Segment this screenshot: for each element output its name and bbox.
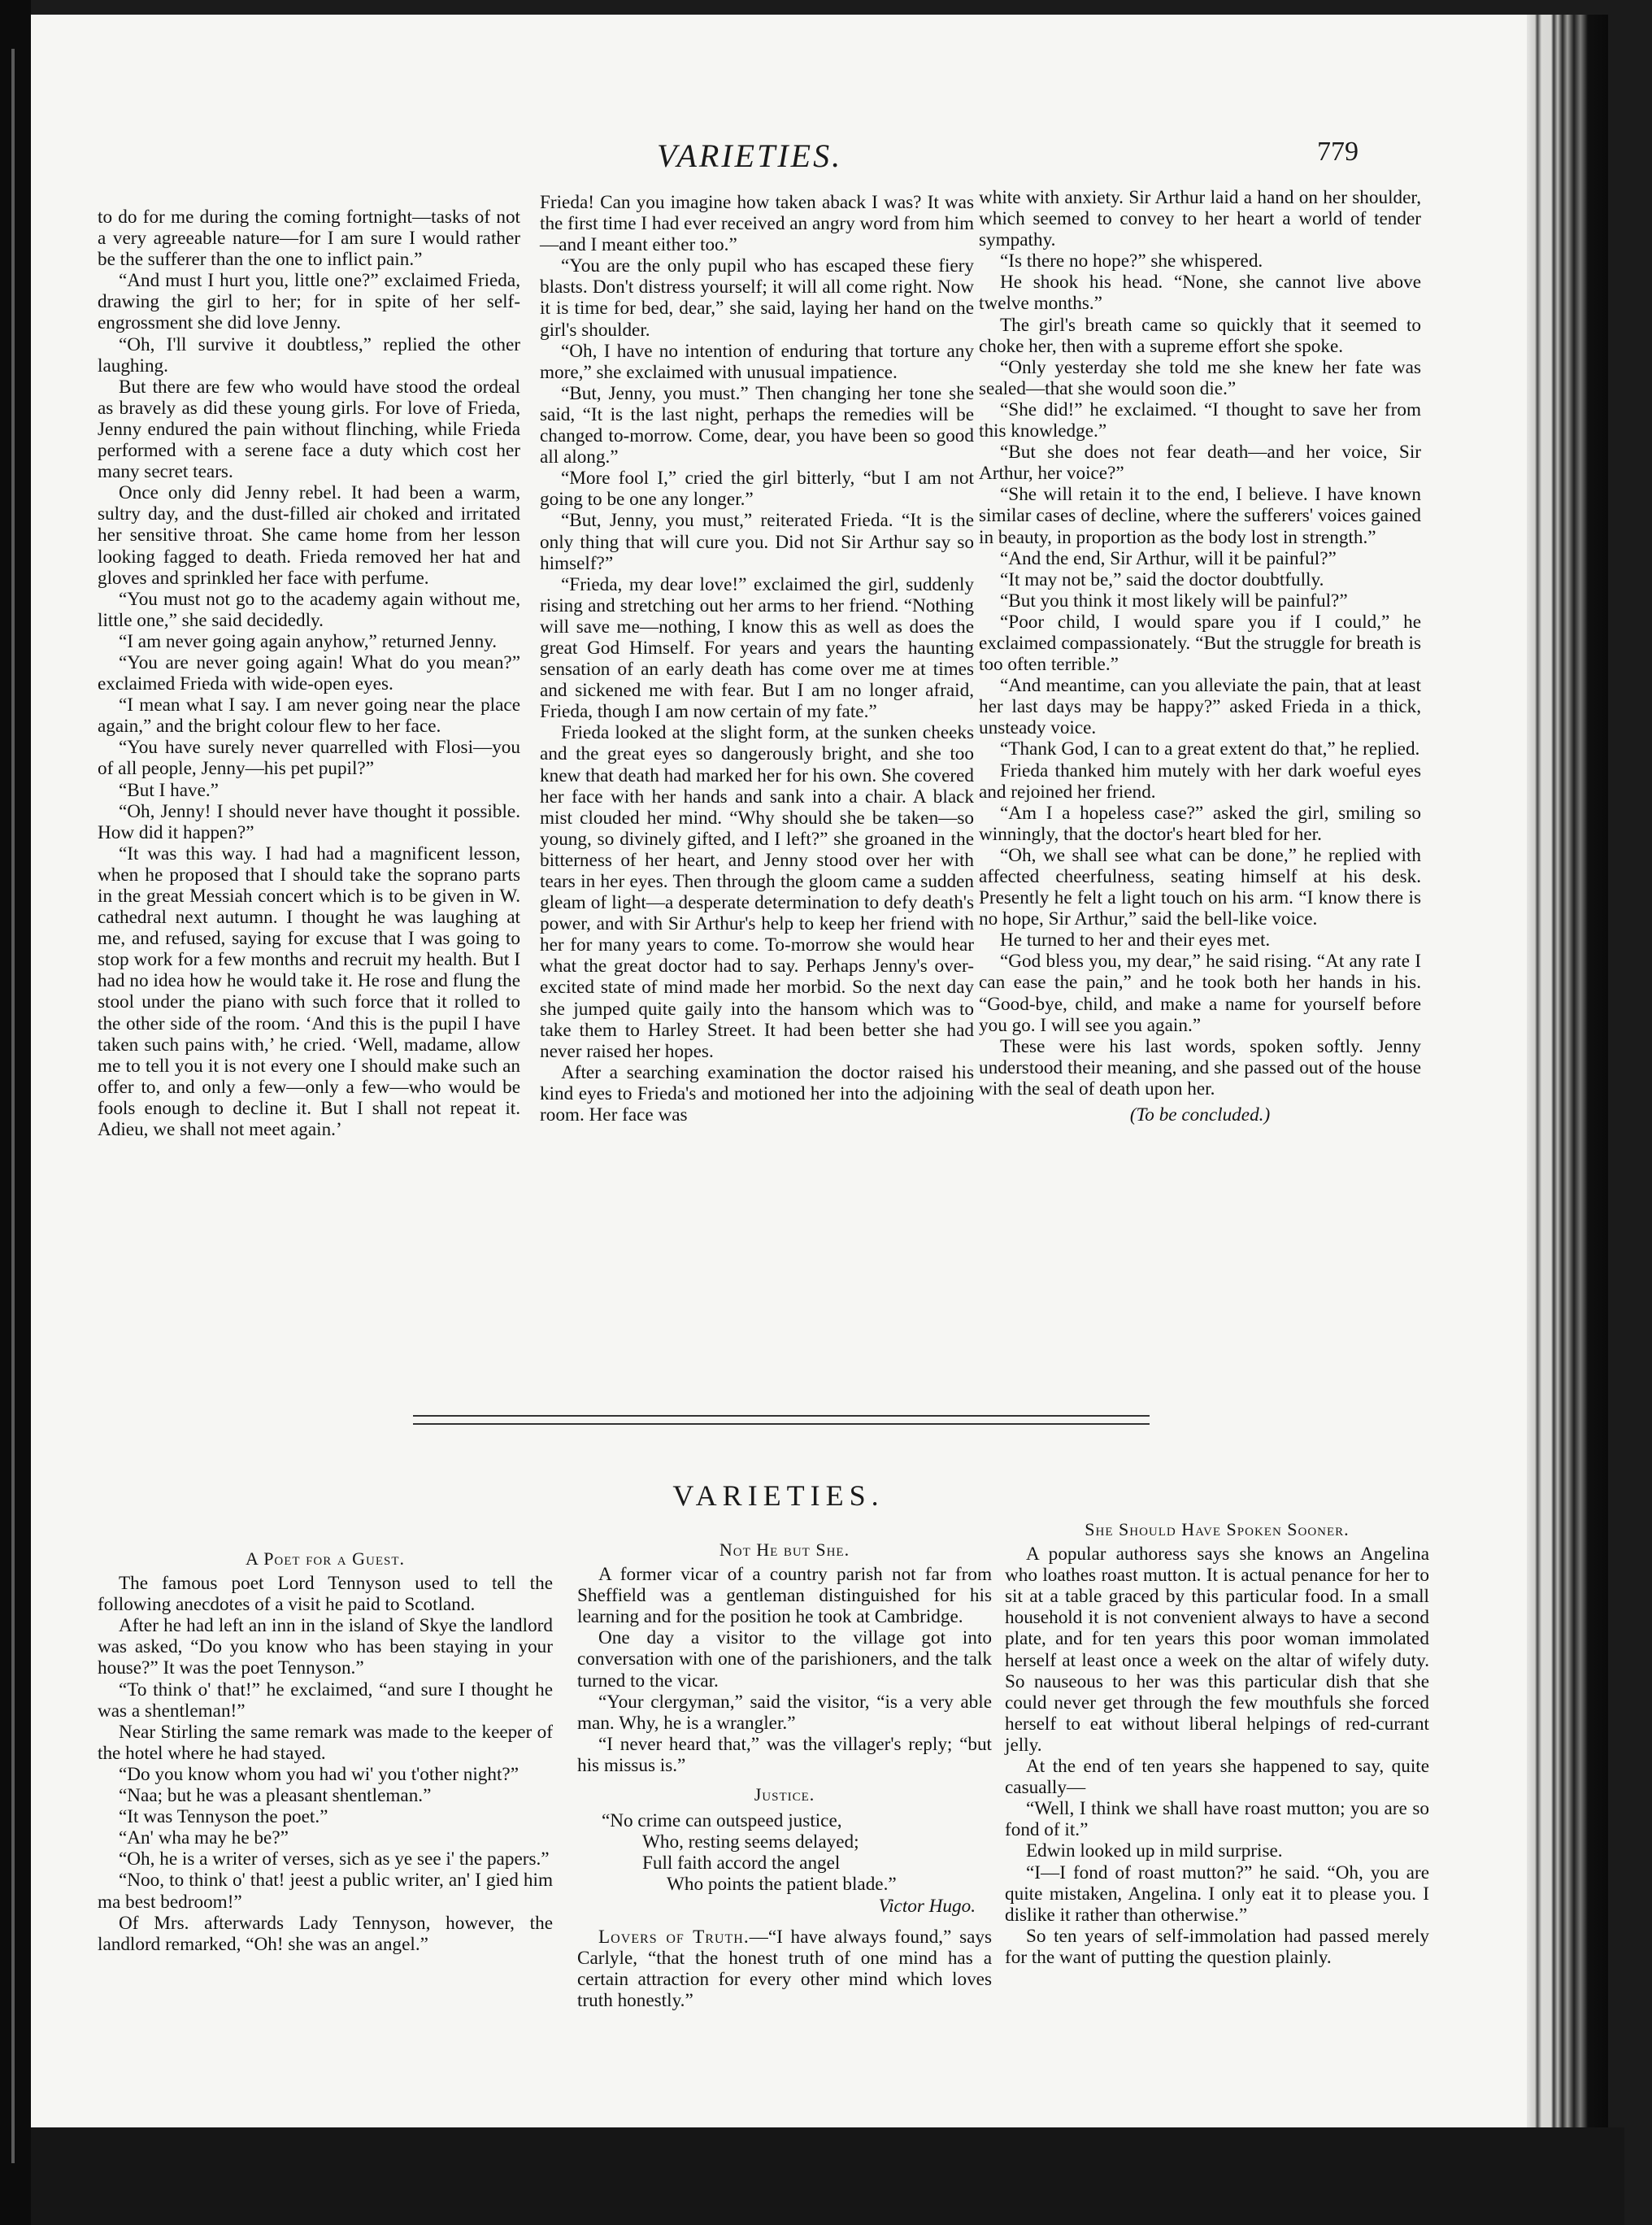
paragraph: “Naa; but he was a pleasant shentleman.” — [119, 1785, 432, 1807]
page-number: 779 — [1317, 137, 1359, 167]
paragraph: A popular authoress says she knows an Angelina who loathes roast mutton. It is actual penance for her to sit at a table graced by this particular food. In a small household it is not convenient always to have a second plate, and for ten years this poor woman immolated herself at least once a week on the altar of wifely duty. So nauseous to her was this particular dish that she could never get through the few mouthfuls she forced herself to eat without liberal helpings of red-currant jelly. — [1005, 1544, 1429, 1756]
paragraph: to do for me during the coming fortnight—tasks of not a very agreeable nature—for I am sure I would rather be the sufferer than the one to inflict pain.” — [98, 207, 520, 271]
paragraph: “But, Jenny, you must,” reiterated Frieda. “It is the only thing that will cure you. Did not Sir Arthur say so himself?” — [540, 510, 974, 574]
paragraph: At the end of ten years she happened to say, quite casually— — [1005, 1756, 1429, 1799]
paragraph: “Only yesterday she told me she knew her fate was sealed—that she would soon die.” — [979, 356, 1421, 399]
paragraph: “Thank God, I can to a great extent do that,” he replied. — [1000, 738, 1420, 760]
paragraph: “You are the only pupil who has escaped these fiery blasts. Don't distress yourself; it will all come right. Now it is time for bed, dear,” she said, laying her hand on the girl's shoulder. — [540, 255, 974, 341]
paragraph: Frieda! Can you imagine how taken aback I was? It was the first time I had ever received an angry word from him—and I meant either too.” — [540, 192, 974, 256]
paragraph: Once only did Jenny rebel. It had been a warm, sultry day, and the dust-filled air choked and irritated her sensitive throat. She came home from her lesson looking fagged to death. Frieda removed her hat and gloves and sprinkled her face with perfume. — [98, 482, 520, 589]
justice-poem — [577, 1810, 992, 1916]
paragraph: These were his last words, spoken softly. Jenny understood their meaning, and she passed out of the house with the seal of death upon her. — [979, 1035, 1421, 1099]
paragraph: “Oh, he is a writer of verses, sich as ye see i' the papers.” — [119, 1848, 550, 1870]
paragraph: “Oh, I have no intention of enduring that torture any more,” she exclaimed with unusual impatience. — [540, 340, 974, 383]
paragraph: “I am never going again anyhow,” returned Jenny. — [119, 630, 498, 652]
paragraph: “An' wha may he be?” — [119, 1827, 289, 1849]
paragraph: “It was Tennyson the poet.” — [119, 1806, 328, 1828]
paragraph: The girl's breath came so quickly that it seemed to choke her, then with a supreme effort she spoke. — [979, 314, 1421, 357]
left-edge-rule — [11, 49, 15, 2163]
paragraph: “Am I a hopeless case?” asked the girl, smiling so winningly, that the doctor's heart bled for her. — [979, 802, 1421, 845]
paragraph: After he had left an inn in the island of Skye the landlord was asked, “Do you know who has been staying in your house?” It was the poet Tennyson.” — [98, 1615, 553, 1679]
paragraph: “But you think it most likely will be painful?” — [1000, 590, 1348, 612]
lovers-of-truth-paragraph — [577, 1927, 992, 2011]
paragraph: “Noo, to think o' that! jeest a public writer, an' I gied him ma best bedroom!” — [98, 1870, 553, 1913]
spoken-sooner-heading: She Should Have Spoken Sooner. — [1085, 1519, 1350, 1539]
paragraph: Frieda thanked him mutely with her dark woeful eyes and rejoined her friend. — [979, 760, 1421, 803]
paragraph: “And must I hurt you, little one?” exclaimed Frieda, drawing the girl to her; for in spite of her self-engrossment she did love Jenny. — [98, 270, 520, 334]
varieties-title: VARIETIES. — [672, 1479, 885, 1512]
paragraph: “But, Jenny, you must.” Then changing her tone she said, “It is the last night, perhaps the remedies will be changed to-morrow. Come, dear, you have been so good all along.” — [540, 382, 974, 468]
dark-background — [31, 2127, 1624, 2225]
paragraph: He turned to her and their eyes met. — [1000, 930, 1271, 951]
paragraph: “Poor child, I would spare you if I could,” he exclaimed compassionately. “But the struggle for breath is too often terrible.” — [979, 611, 1421, 676]
paragraph: “Oh, I'll survive it doubtless,” replied the other laughing. — [98, 333, 520, 377]
story-column-3 — [979, 187, 1421, 1126]
paragraph: “You must not go to the academy again without me, little one,” she said decidedly. — [98, 588, 520, 631]
paragraph: So ten years of self-immolation had passed merely for the want of putting the question plainly. — [1005, 1925, 1429, 1968]
running-title: VARIETIES. — [657, 137, 843, 174]
paragraph: “You are never going again! What do you mean?” exclaimed Frieda with wide-open eyes. — [98, 651, 520, 695]
spacer — [577, 1776, 992, 1784]
paragraph: “She will retain it to the end, I believe. I have known similar cases of decline, where the sufferers' voices gained in beauty, in proportion as the body lost in strength.” — [979, 484, 1421, 548]
poem-line: Who points the patient blade.” — [667, 1874, 897, 1896]
paragraph: white with anxiety. Sir Arthur laid a hand on her shoulder, which seemed to convey to her heart a world of tender sympathy. — [979, 187, 1421, 251]
lovers-of-truth-lead: Lovers of Truth. — [598, 1926, 750, 1948]
paragraph: “Is there no hope?” she whispered. — [1000, 250, 1263, 272]
spoken-sooner-column — [1005, 1519, 1429, 1968]
poem-line: Who, resting seems delayed; — [642, 1831, 859, 1853]
paragraph: “To think o' that!” he exclaimed, “and sure I thought he was a shentleman!” — [98, 1679, 553, 1722]
paragraph: A former vicar of a country parish not far from Sheffield was a gentleman distinguished for his learning and for the position he took at Cambridge. — [577, 1564, 992, 1628]
paragraph: “Oh, Jenny! I should never have thought it possible. How did it happen?” — [98, 800, 520, 843]
poet-guest-column — [98, 1548, 553, 1955]
paragraph: “It may not be,” said the doctor doubtfully. — [1000, 568, 1324, 590]
story-column-1 — [98, 207, 520, 1140]
paragraph: “Frieda, my dear love!” exclaimed the girl, suddenly rising and stretching out her arms to her friend. “Nothing will save me—nothing, I know this as well as does the great God Himself. For years and years the haunting sensation of an early death has come over me at times and sickened me with fear. But I am no longer afraid, Frieda, though I am now certain of my fate.” — [540, 573, 974, 723]
paragraph: “She did!” he exclaimed. “I thought to save her from this knowledge.” — [979, 398, 1421, 442]
paragraph: Edwin looked up in mild surprise. — [1026, 1840, 1283, 1862]
story-column-2 — [540, 192, 974, 1126]
justice-heading: Justice. — [754, 1784, 815, 1805]
paragraph: One day a visitor to the village got into conversation with one of the parishioners, and the talk turned to the vicar. — [577, 1627, 992, 1692]
paragraph: The famous poet Lord Tennyson used to tell the following anecdotes of a visit he paid to Scotland. — [98, 1573, 553, 1616]
lovers-of-truth-text: —“I have always found,” says Carlyle, “that the honest truth of one mind has a certain attraction for every other mind which loves truth honestly.” — [577, 1926, 992, 2011]
book-spine — [1527, 15, 1608, 2127]
paragraph: “And the end, Sir Arthur, will it be painful?” — [1000, 547, 1337, 569]
poet-guest-heading: A Poet for a Guest. — [246, 1548, 405, 1569]
paragraph: Frieda looked at the slight form, at the sunken cheeks and the great eyes so dangerously bright, and she too knew that death had marked her for his own. She covered her face with her hands and sank into a chair. A black mist clouded her mind. “Why should she be taken—so young, so divinely gifted, and I left?” she groaned in the bitterness of her heart, and Jenny stood over her with tears in her eyes. Then through the gloom came a sudden gleam of light—a desperate determination to defy death's power, and with Sir Arthur's help to keep her friend with her for many years to come. To-morrow she would hear what the great doctor had to say. Perhaps Jenny's over-excited state of mind made her morbid. So the next day she jumped quite gaily into the hansom which was to take them to Harley Street. It had been better she had never raised her hopes. — [540, 722, 974, 1062]
paragraph: “I never heard that,” was the villager's reply; “but his missus is.” — [577, 1733, 992, 1776]
paragraph: But there are few who would have stood the ordeal as bravely as did these young girls. For love of Frieda, Jenny endured the pain without flinching, while Frieda performed with a serene face a duty which cost her many secret tears. — [98, 376, 520, 483]
paragraph: “It was this way. I had had a magnificent lesson, when he proposed that I should take the soprano parts in the great Messiah concert which is to be given in W. cathedral next autumn. I thought he was laughing at me, and refused, saying for excuse that I was going to stop work for a few months and recruit my health. But I had no idea how he would take it. He rose and flung the stool under the piano with such force that it rolled to the other side of the room. ‘And this is the pupil I have taken such pains with,’ he cried. ‘Well, madame, allow me to tell you it is not every one I should make such an offer to, and only a few—only a few—who would be fools enough to decline it. But I shall not repeat it. Adieu, we shall not meet again.’ — [98, 843, 520, 1141]
not-he-column — [577, 1539, 992, 2011]
paragraph: “But she does not fear death—and her voice, Sir Arthur, her voice?” — [979, 442, 1421, 485]
poem-line: Full faith accord the angel — [642, 1853, 841, 1874]
paragraph: “I—I fond of roast mutton?” he said. “Oh, you are quite mistaken, Angelina. I only eat it to please you. I dislike it rather than otherwise.” — [1005, 1861, 1429, 1926]
poem-line: “No crime can outspeed justice, — [602, 1810, 842, 1832]
paragraph: “More fool I,” cried the girl bitterly, “but I am not going to be one any longer.” — [540, 468, 974, 511]
paragraph: Of Mrs. afterwards Lady Tennyson, however, the landlord remarked, “Oh! she was an angel.” — [98, 1912, 553, 1955]
section-divider — [413, 1415, 1150, 1425]
paragraph: “Do you know whom you had wi' you t'other night?” — [119, 1763, 519, 1785]
paragraph: Near Stirling the same remark was made to the keeper of the hotel where he had stayed. — [98, 1721, 553, 1764]
to-be-concluded: (To be concluded.) — [1129, 1104, 1271, 1126]
paragraph: “And meantime, can you alleviate the pain, that at least her last days may be happy?” asked Frieda in a thick, unsteady voice. — [979, 675, 1421, 739]
not-he-heading: Not He but She. — [719, 1539, 850, 1560]
paragraph: “Oh, we shall see what can be done,” he replied with affected cheerfulness, seating himself at his desk. Presently he felt a light touch on his arm. “I know there is no hope, Sir Arthur,” said the bell-like voice. — [979, 844, 1421, 930]
paragraph: “You have surely never quarrelled with Flosi—you of all people, Jenny—his pet pupil?” — [98, 737, 520, 780]
paragraph: “Your clergyman,” said the visitor, “is a very able man. Why, he is a wrangler.” — [577, 1691, 992, 1734]
paragraph: After a searching examination the doctor raised his kind eyes to Frieda's and motioned her into the adjoining room. Her face was — [540, 1061, 974, 1126]
paragraph: “God bless you, my dear,” he said rising. “At any rate I can ease the pain,” and he took both her hands in his. “Good-bye, child, and make a name for yourself before you go. I will see you again.” — [979, 951, 1421, 1036]
paragraph: “Well, I think we shall have roast mutton; you are so fond of it.” — [1005, 1798, 1429, 1841]
paragraph: “I mean what I say. I am never going near the place again,” and the bright colour flew to her face. — [98, 694, 520, 738]
paragraph: He shook his head. “None, she cannot live above twelve months.” — [979, 272, 1421, 315]
paragraph: “But I have.” — [119, 779, 219, 801]
poem-attribution: Victor Hugo. — [878, 1895, 976, 1917]
left-page-edge — [0, 0, 31, 2225]
